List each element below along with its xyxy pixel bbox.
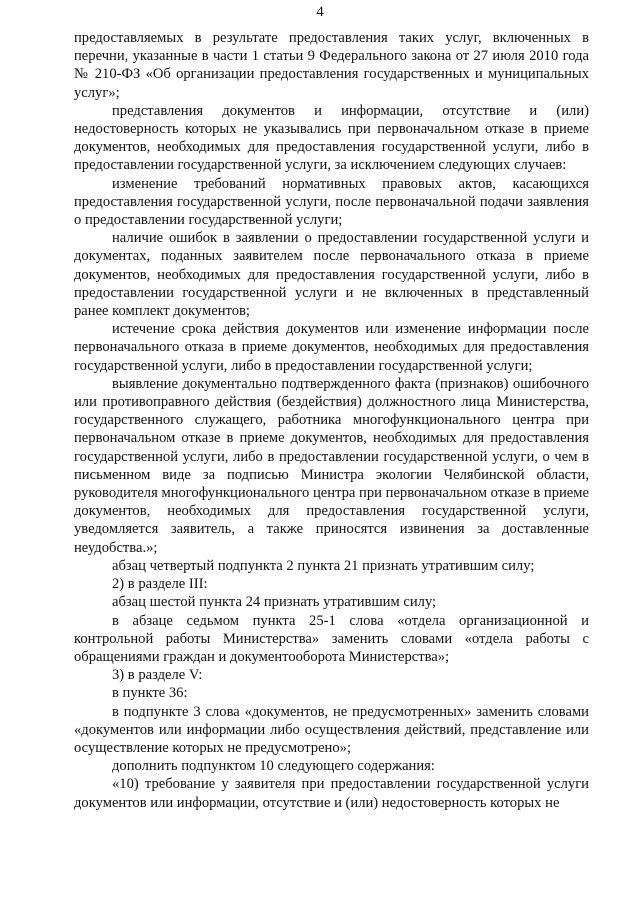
paragraph-repeal-24: абзац шестой пункта 24 признать утратившим силу; xyxy=(112,594,437,611)
paragraph-25-1: в абзаце седьмом пункта 25-1 слова «отдела организационной и контрольной работы Министерства» заменить словами «отдела работы с обращениями граждан и документооборота Министерства»; xyxy=(74,612,589,665)
paragraph-errors: наличие ошибок в заявлении о предоставлении государственной услуги и документах, поданных заявителем после первоначального отказа в приеме документов, необходимых для предоставления государственной услуги, либо в предоставлении государственной услуги и не включенных в представленный ранее комплект документов; xyxy=(74,230,589,320)
paragraph-subitem-3: в подпункте 3 слова «документов, не предусмотренных» заменить словами «документов или информации либо осуществления действий, представление или осуществление которых не предусмотрено»; xyxy=(74,703,589,756)
paragraph-detection: выявление документально подтвержденного факта (признаков) ошибочного или противоправного действия (бездействия) должностного лица Министерства, государственного служащего, работника многофункционального центра при первоначальном отказе в приеме документов, необходимых для предоставления государственной услуги, либо в предоставлении государственной услуги, о чем в письменном виде за подписью Министра экологии Челябинской области, руководителя многофункционального центра при первоначальном отказе в приеме документов, необходимых для предоставления государственной услуги, уведомляется заявитель, а также приносятся извинения за доставленные неудобства.»; xyxy=(74,375,589,556)
paragraph-documents-info: представления документов и информации, отсутствие и (или) недостоверность которых не указывались при первоначальном отказе в приеме документов, необходимых для предоставления государственной услуги, либо в предоставлении государственной услуги, за исключением следующих случаев: xyxy=(74,102,589,174)
page-number: 4 xyxy=(316,4,324,20)
paragraph-continuation: предоставляемых в результате предоставления таких услуг, включенных в перечни, указанные в части 1 статьи 9 Федерального закона от 27 июля 2010 года № 210-ФЗ «Об организации предоставления государственных и муниципальных услуг»; xyxy=(74,30,589,101)
paragraph-section-3: 2) в разделе III: xyxy=(112,576,208,593)
paragraph-subitem-10: «10) требование у заявителя при предоставлении государственной услуги документов или информации, отсутствие и (или) недостоверность которых не xyxy=(74,776,589,811)
paragraph-requirements-change: изменение требований нормативных правовых актов, касающихся предоставления государственной услуги, после первоначальной подачи заявления о предоставлении государственной услуги; xyxy=(74,175,589,229)
paragraph-repeal-21: абзац четвертый подпункта 2 пункта 21 признать утратившим силу; xyxy=(112,557,535,574)
document-body xyxy=(74,29,589,812)
paragraph-section-5: 3) в разделе V: xyxy=(112,667,203,684)
paragraph-item-36: в пункте 36: xyxy=(112,685,188,702)
paragraph-add-subitem-10: дополнить подпунктом 10 следующего содержания: xyxy=(112,758,435,775)
paragraph-expiration: истечение срока действия документов или изменение информации после первоначального отказа в приеме документов, необходимых для предоставления государственной услуги, либо в предоставлении государственной услуги; xyxy=(74,321,589,374)
